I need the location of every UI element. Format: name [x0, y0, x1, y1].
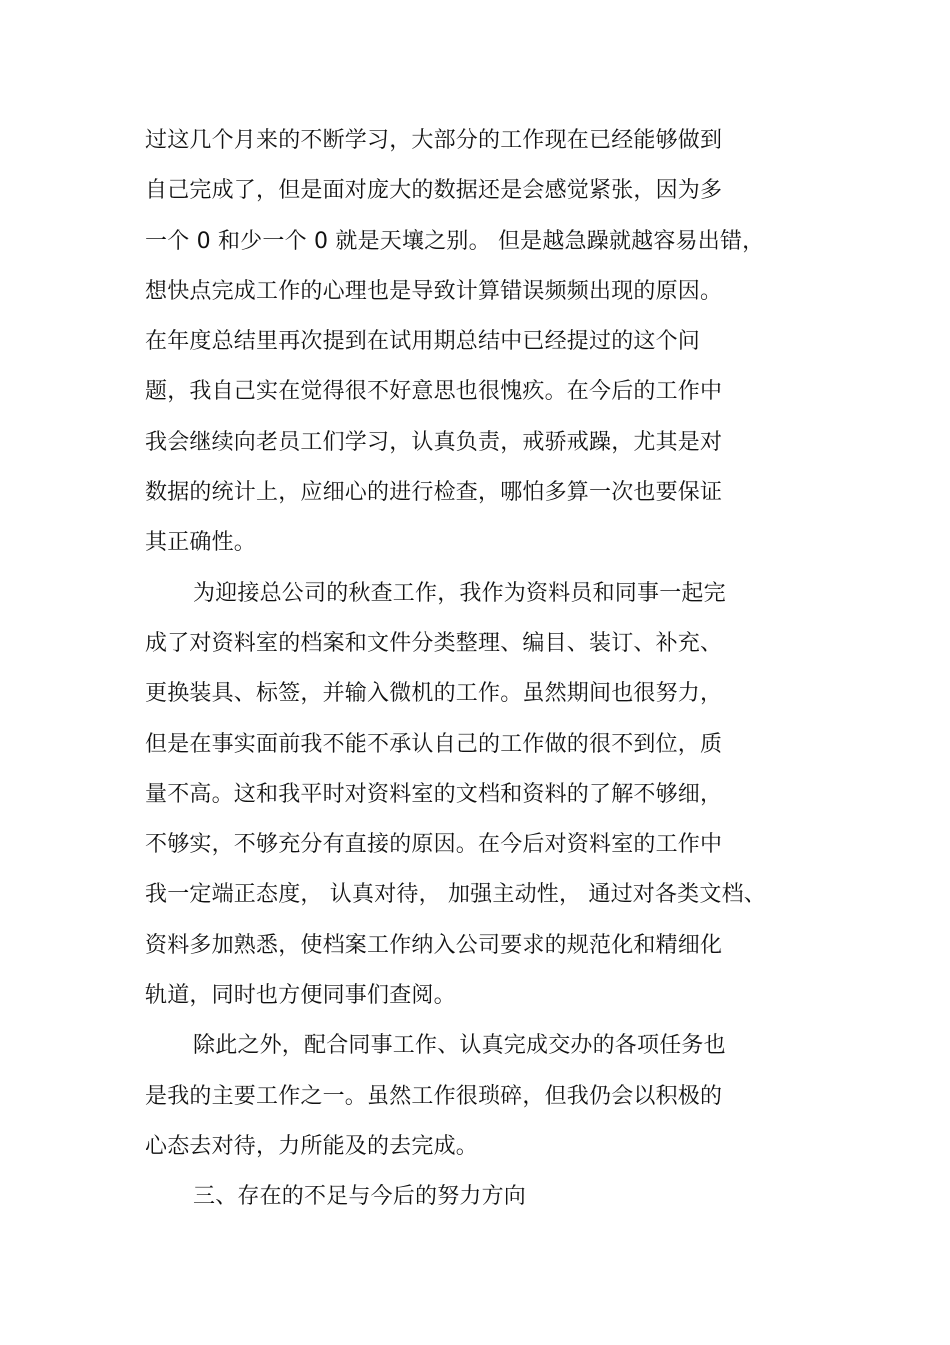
- text-line: 我一定端正态度， 认真对待， 加强主动性， 通过对各类文档、: [145, 882, 766, 908]
- text-line: 不够实，不够充分有直接的原因。在今后对资料室的工作中: [145, 832, 723, 858]
- paragraph-start-line: 为迎接总公司的秋查工作，我作为资料员和同事一起完: [193, 580, 726, 606]
- text-line: 自己完成了，但是面对庞大的数据还是会感觉紧张，因为多: [145, 178, 723, 204]
- text-line: 是我的主要工作之一。虽然工作很琐碎，但我仍会以积极的: [145, 1083, 723, 1109]
- text-line: 想快点完成工作的心理也是导致计算错误频频出现的原因。: [145, 278, 723, 304]
- text-line: 一个 0 和少一个 0 就是天壤之别。 但是越急躁就越容易出错，: [145, 228, 765, 254]
- text-line: 心态去对待，力所能及的去完成。: [145, 1133, 479, 1159]
- text-line: 更换装具、标签，并输入微机的工作。虽然期间也很努力，: [145, 681, 723, 707]
- text-line: 数据的统计上，应细心的进行检查，哪怕多算一次也要保证: [145, 480, 723, 506]
- text-line: 量不高。这和我平时对资料室的文档和资料的了解不够细，: [145, 781, 723, 807]
- text-line: 我会继续向老员工们学习，认真负责，戒骄戒躁，尤其是对: [145, 429, 723, 455]
- text-line: 其正确性。: [145, 530, 257, 556]
- text-line: 成了对资料室的档案和文件分类整理、编目、装订、补充、: [145, 630, 723, 656]
- document-body: [145, 121, 845, 1228]
- section-heading: 三、存在的不足与今后的努力方向: [193, 1184, 527, 1210]
- text-line: 过这几个月来的不断学习，大部分的工作现在已经能够做到: [145, 128, 723, 153]
- text-line: 题，我自己实在觉得很不好意思也很愧疚。在今后的工作中: [145, 379, 723, 405]
- text-line: 但是在事实面前我不能不承认自己的工作做的很不到位，质: [145, 731, 723, 757]
- text-line: 资料多加熟悉，使档案工作纳入公司要求的规范化和精细化: [145, 932, 723, 958]
- text-line: 轨道，同时也方便同事们查阅。: [145, 983, 456, 1009]
- paragraph-start-line: 除此之外，配合同事工作、认真完成交办的各项任务也: [193, 1033, 726, 1059]
- text-line: 在年度总结里再次提到在试用期总结中已经提过的这个问: [145, 329, 701, 355]
